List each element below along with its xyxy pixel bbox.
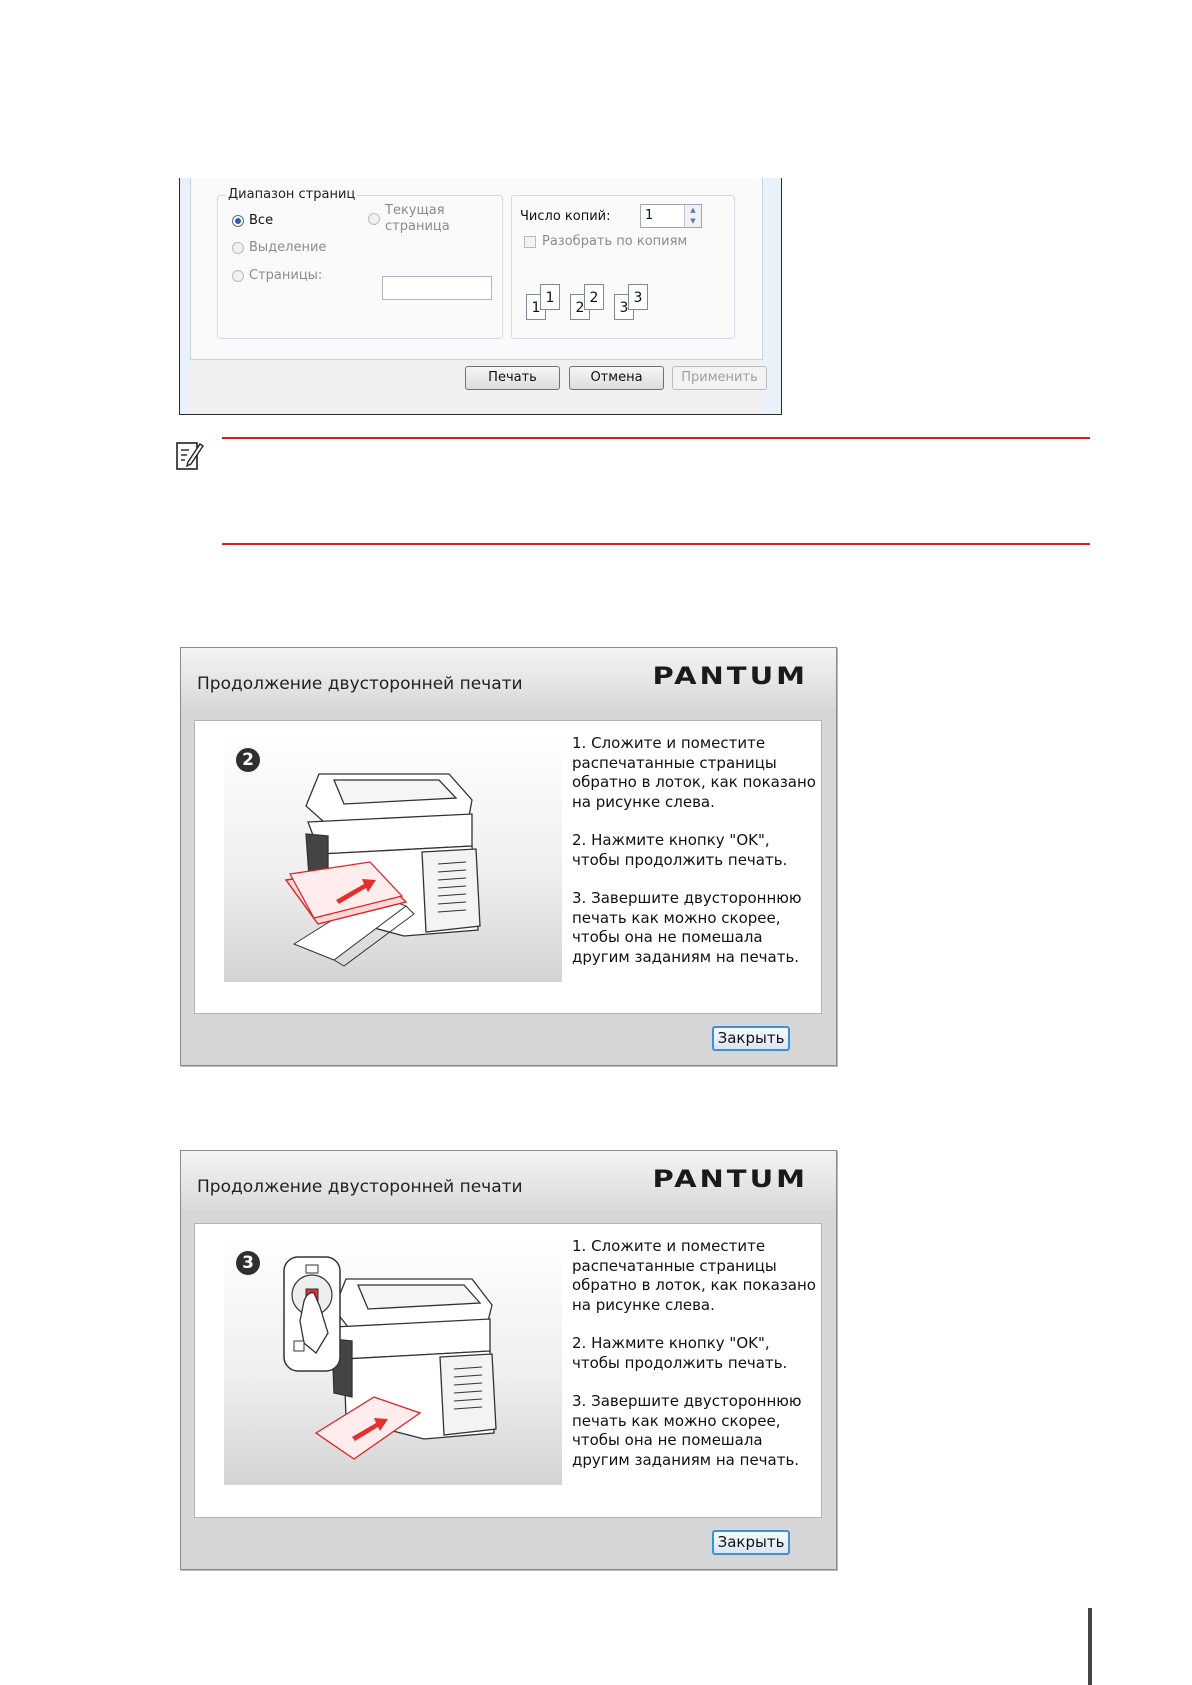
instruction-step-1: 1. Сложите и поместите распечатанные страницы обратно в лоток, как показано на рисунке слева.: [572, 1237, 816, 1314]
radio-current-page-indicator[interactable]: [368, 213, 380, 225]
page-range-group: [217, 187, 503, 339]
close-button[interactable]: Закрыть: [712, 1530, 790, 1555]
pantum-logo: PANTUM: [652, 1165, 808, 1193]
radio-pages-label: Страницы:: [249, 268, 323, 283]
copies-label: Число копий:: [520, 209, 611, 224]
radio-all-label: Все: [249, 213, 274, 228]
instructions-text: [572, 1237, 820, 1489]
radio-pages[interactable]: [232, 268, 322, 283]
collate-sheet: 2: [584, 284, 604, 310]
collate-checkbox[interactable]: [524, 236, 536, 248]
instruction-step-2: 2. Нажмите кнопку "OK", чтобы продолжить печать.: [572, 1334, 788, 1372]
collate-label: Разобрать по копиям: [542, 234, 688, 249]
spinner-buttons[interactable]: [684, 205, 701, 227]
collate-illustration: [526, 276, 676, 322]
printer-illustration: [224, 734, 562, 982]
radio-all-indicator[interactable]: [232, 215, 244, 227]
pages-input[interactable]: [382, 276, 492, 300]
spin-down-icon[interactable]: ▼: [690, 217, 696, 225]
note-icon: [176, 440, 204, 472]
apply-button[interactable]: Применить: [672, 366, 767, 390]
copies-value: 1: [645, 208, 654, 223]
radio-all[interactable]: [232, 213, 273, 228]
instruction-step-2: 2. Нажмите кнопку "OK", чтобы продолжить печать.: [572, 831, 788, 869]
note-top-rule: [222, 437, 1090, 439]
collate-option[interactable]: [524, 234, 687, 249]
radio-current-page-label: Текущая страница: [385, 203, 450, 234]
dialog-body: [194, 1223, 822, 1518]
cancel-button[interactable]: Отмена: [569, 366, 664, 390]
printer-illustration: [224, 1237, 562, 1485]
print-dialog-crop: [179, 178, 782, 415]
dialog-header: [181, 1151, 836, 1211]
dialog-header: [181, 648, 836, 708]
copies-spinner[interactable]: [640, 204, 702, 228]
page-range-title: Диапазон страниц: [228, 187, 356, 202]
copies-group: [511, 195, 735, 339]
print-button[interactable]: Печать: [465, 366, 560, 390]
dialog-title: Продолжение двусторонней печати: [197, 674, 523, 694]
step-number-badge: 3: [236, 1251, 260, 1275]
collate-sheet: 3: [628, 284, 648, 310]
close-button[interactable]: Закрыть: [712, 1026, 790, 1051]
instruction-step-1: 1. Сложите и поместите распечатанные страницы обратно в лоток, как показано на рисунке слева.: [572, 734, 816, 811]
radio-pages-indicator[interactable]: [232, 270, 244, 282]
collate-sheet: 1: [526, 294, 546, 320]
duplex-continue-dialog-step3: [180, 1150, 837, 1570]
radio-selection-label: Выделение: [249, 240, 327, 255]
print-options-panel: [190, 178, 763, 360]
radio-selection[interactable]: [232, 240, 326, 255]
collate-sheet: 3: [614, 294, 634, 320]
pantum-logo: PANTUM: [652, 662, 808, 690]
collate-sheet: 2: [570, 294, 590, 320]
note-bottom-rule: [222, 543, 1090, 545]
printer-tray-loading-icon: [224, 734, 562, 982]
instruction-step-3: 3. Завершите двустороннюю печать как можно скорее, чтобы она не помешала другим заданиям на печать.: [572, 889, 802, 966]
collate-sheet: 1: [540, 284, 560, 310]
instruction-step-3: 3. Завершите двустороннюю печать как можно скорее, чтобы она не помешала другим заданиям на печать.: [572, 1392, 802, 1469]
instructions-text: [572, 734, 820, 986]
spin-up-icon[interactable]: ▲: [690, 206, 696, 214]
printer-ok-button-icon: [224, 1237, 562, 1485]
dialog-title: Продолжение двусторонней печати: [197, 1177, 523, 1197]
dialog-body: [194, 720, 822, 1014]
radio-current-page[interactable]: [368, 203, 450, 235]
radio-selection-indicator[interactable]: [232, 242, 244, 254]
duplex-continue-dialog-step2: [180, 647, 837, 1066]
page-margin-mark: [1088, 1608, 1092, 1685]
step-number-badge: 2: [236, 748, 260, 772]
